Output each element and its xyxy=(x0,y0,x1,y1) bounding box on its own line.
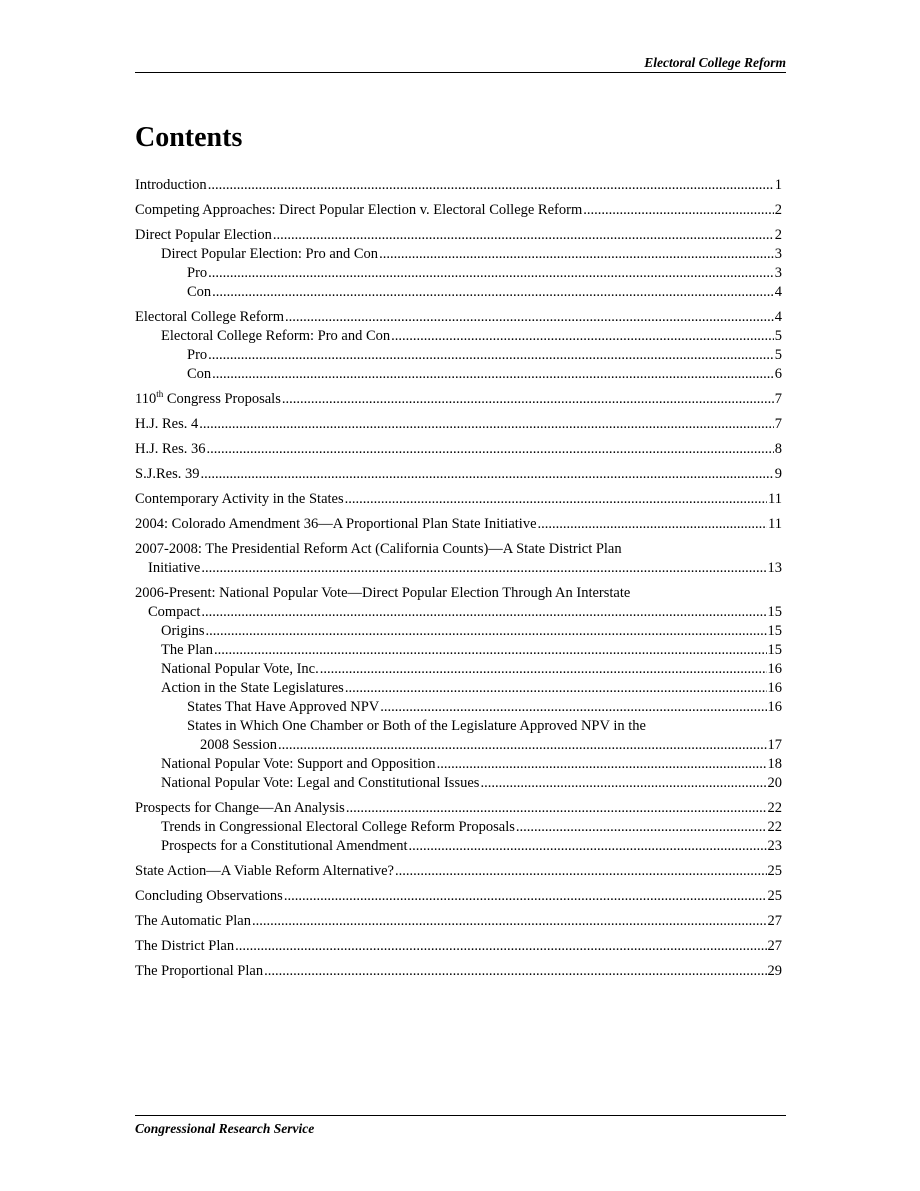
toc-leader-dots xyxy=(206,622,767,641)
toc-entry-label-line2: Initiative xyxy=(148,560,201,576)
toc-entry-trends-congressional-proposals[interactable] xyxy=(135,818,782,837)
toc-page-number: 17 xyxy=(767,737,782,753)
toc-page-number: 7 xyxy=(774,416,782,432)
toc-entry-dpe-pro[interactable] xyxy=(135,264,782,283)
toc-page-number: 6 xyxy=(774,366,782,382)
toc-page-number: 22 xyxy=(767,819,782,835)
toc-entry-label: S.J.Res. 39 xyxy=(135,466,200,482)
toc-entry-states-approved-npv[interactable] xyxy=(135,698,782,717)
toc-entry-label: H.J. Res. 36 xyxy=(135,441,206,457)
toc-page-number: 3 xyxy=(774,246,782,262)
toc-page-number: 16 xyxy=(767,699,782,715)
toc-leader-dots xyxy=(345,679,767,698)
toc-leader-dots xyxy=(201,559,766,578)
toc-entry-label-line2: 2008 Session xyxy=(200,737,277,753)
toc-entry-label: The Automatic Plan xyxy=(135,913,251,929)
toc-entry-label: States That Have Approved NPV xyxy=(187,699,380,715)
toc-entry-hj-res-4[interactable] xyxy=(135,415,782,434)
toc-page-number: 9 xyxy=(774,466,782,482)
toc-entry-dpe-con[interactable] xyxy=(135,283,782,302)
toc-page-number: 5 xyxy=(774,328,782,344)
toc-entry-npv-inc[interactable] xyxy=(135,660,782,679)
toc-entry-states-one-chamber-approved[interactable] xyxy=(135,717,782,755)
toc-leader-dots xyxy=(538,515,768,534)
toc-label-rest: Congress Proposals xyxy=(163,391,281,407)
toc-leader-dots xyxy=(583,201,774,220)
toc-leader-dots xyxy=(199,415,774,434)
toc-page-number: 23 xyxy=(767,838,782,854)
toc-page-number: 5 xyxy=(774,347,782,363)
toc-leader-dots xyxy=(346,799,767,818)
toc-page-number: 27 xyxy=(767,938,782,954)
toc-entry-ecr-pro-and-con[interactable] xyxy=(135,327,782,346)
toc-entry-action-state-legislatures[interactable] xyxy=(135,679,782,698)
toc-entry-label: Competing Approaches: Direct Popular Election v. Electoral College Reform xyxy=(135,202,583,218)
toc-page-number: 16 xyxy=(767,680,782,696)
toc-entry-introduction[interactable] xyxy=(135,176,782,195)
toc-entry-colorado-amendment-36[interactable] xyxy=(135,515,782,534)
toc-leader-dots xyxy=(391,327,774,346)
toc-entry-label: Pro xyxy=(187,347,208,363)
toc-entry-dpe-pro-and-con[interactable] xyxy=(135,245,782,264)
toc-entry-label: National Popular Vote, Inc. xyxy=(161,661,319,677)
toc-page-number: 7 xyxy=(774,391,782,407)
toc-entry-national-popular-vote-compact[interactable] xyxy=(135,584,782,622)
toc-page-number: 1 xyxy=(774,177,782,193)
toc-entry-npv-legal-issues[interactable] xyxy=(135,774,782,793)
toc-entry-label: Direct Popular Election: Pro and Con xyxy=(161,246,379,262)
toc-leader-dots xyxy=(516,818,767,837)
toc-entry-label: 2004: Colorado Amendment 36—A Proportional Plan State Initiative xyxy=(135,516,537,532)
toc-page-number: 11 xyxy=(768,491,782,507)
toc-leader-dots xyxy=(480,774,766,793)
toc-page-number: 11 xyxy=(768,516,782,532)
toc-leader-dots xyxy=(273,226,774,245)
toc-entry-label: Con xyxy=(187,284,212,300)
toc-entry-label: National Popular Vote: Support and Opposition xyxy=(161,756,436,772)
toc-leader-dots xyxy=(208,176,774,195)
toc-leader-dots xyxy=(284,887,767,906)
toc-entry-label-line2: Compact xyxy=(148,604,201,620)
toc-entry-ecr-con[interactable] xyxy=(135,365,782,384)
toc-entry-prospects-for-change[interactable] xyxy=(135,799,782,818)
toc-page-number: 20 xyxy=(767,775,782,791)
toc-entry-label: The District Plan xyxy=(135,938,235,954)
toc-page-number: 18 xyxy=(767,756,782,772)
toc-entry-label: H.J. Res. 4 xyxy=(135,416,199,432)
toc-entry-label-line1: States in Which One Chamber or Both of the Legislature Approved NPV in the xyxy=(187,718,646,734)
toc-leader-dots xyxy=(320,660,767,679)
toc-entry-direct-popular-election[interactable] xyxy=(135,226,782,245)
toc-entry-presidential-reform-act[interactable] xyxy=(135,540,782,578)
toc-entry-contemporary-activity[interactable] xyxy=(135,490,782,509)
toc-page-number: 2 xyxy=(774,202,782,218)
toc-label-ordinal: 110 xyxy=(135,391,157,407)
toc-label-ordinal-suffix: th xyxy=(156,389,164,400)
toc-leader-dots xyxy=(207,440,774,459)
toc-leader-dots xyxy=(252,912,767,931)
toc-page-number: 8 xyxy=(774,441,782,457)
toc-entry-label: Contemporary Activity in the States xyxy=(135,491,344,507)
toc-leader-dots xyxy=(208,346,774,365)
toc-entry-concluding-observations[interactable] xyxy=(135,887,782,906)
toc-entry-label: Prospects for a Constitutional Amendment xyxy=(161,838,408,854)
running-header-title: Electoral College Reform xyxy=(644,55,786,70)
toc-leader-dots xyxy=(235,937,766,956)
toc-leader-dots xyxy=(437,755,767,774)
running-footer xyxy=(135,1115,786,1136)
toc-entry-label: The Proportional Plan xyxy=(135,963,264,979)
toc-leader-dots xyxy=(208,264,774,283)
toc-page-number: 25 xyxy=(767,863,782,879)
toc-entry-competing-approaches[interactable] xyxy=(135,201,782,220)
toc-entry-hj-res-36[interactable] xyxy=(135,440,782,459)
toc-entry-label: National Popular Vote: Legal and Constitutional Issues xyxy=(161,775,480,791)
toc-page-number: 15 xyxy=(767,604,782,620)
toc-entry-ecr-pro[interactable] xyxy=(135,346,782,365)
toc-entry-label: Origins xyxy=(161,623,205,639)
toc-leader-dots xyxy=(264,962,766,981)
running-header xyxy=(135,54,786,73)
running-footer-text: Congressional Research Service xyxy=(135,1121,315,1136)
toc-entry-label: Introduction xyxy=(135,177,207,193)
toc-entry-label: Pro xyxy=(187,265,208,281)
toc-entry-proportional-plan[interactable] xyxy=(135,962,782,981)
toc-entry-label: Electoral College Reform: Pro and Con xyxy=(161,328,391,344)
toc-leader-dots xyxy=(345,490,767,509)
table-of-contents xyxy=(135,176,782,981)
toc-entry-label: The Plan xyxy=(161,642,213,658)
toc-entry-label: Prospects for Change—An Analysis xyxy=(135,800,345,816)
toc-page-number: 22 xyxy=(767,800,782,816)
toc-entry-label: Con xyxy=(187,366,212,382)
toc-entry-label: State Action—A Viable Reform Alternative? xyxy=(135,863,394,879)
toc-page-number: 16 xyxy=(767,661,782,677)
toc-page-number: 15 xyxy=(767,642,782,658)
toc-leader-dots xyxy=(285,308,774,327)
page-title: Contents xyxy=(135,122,243,153)
toc-page-number: 3 xyxy=(774,265,782,281)
toc-page-number: 2 xyxy=(774,227,782,243)
toc-entry-label: Trends in Congressional Electoral College Reform Proposals xyxy=(161,819,515,835)
toc-leader-dots xyxy=(282,390,774,409)
toc-entry-label-line1: 2007-2008: The Presidential Reform Act (California Counts)—A State District Plan xyxy=(135,541,622,557)
toc-leader-dots xyxy=(212,283,774,302)
toc-page-number: 25 xyxy=(767,888,782,904)
toc-page-number: 4 xyxy=(774,309,782,325)
toc-entry-electoral-college-reform[interactable] xyxy=(135,308,782,327)
toc-entry-label-line1: 2006-Present: National Popular Vote—Direct Popular Election Through An Interstate xyxy=(135,585,631,601)
toc-entry-label: Direct Popular Election xyxy=(135,227,272,243)
toc-page-number: 29 xyxy=(767,963,782,979)
toc-leader-dots xyxy=(214,641,767,660)
toc-entry-label: Concluding Observations xyxy=(135,888,283,904)
toc-leader-dots xyxy=(380,698,766,717)
toc-entry-label: Electoral College Reform xyxy=(135,309,284,325)
toc-leader-dots xyxy=(379,245,774,264)
toc-entry-label xyxy=(135,390,281,409)
toc-page-number: 4 xyxy=(774,284,782,300)
toc-entry-origins[interactable] xyxy=(135,622,782,641)
toc-entry-automatic-plan[interactable] xyxy=(135,912,782,931)
toc-page-number: 27 xyxy=(767,913,782,929)
toc-entry-label: Action in the State Legislatures xyxy=(161,680,344,696)
toc-entry-district-plan[interactable] xyxy=(135,937,782,956)
toc-leader-dots xyxy=(201,603,766,622)
toc-leader-dots xyxy=(395,862,767,881)
toc-entry-the-plan[interactable] xyxy=(135,641,782,660)
toc-leader-dots xyxy=(212,365,774,384)
toc-leader-dots xyxy=(200,465,773,484)
toc-page-number: 15 xyxy=(767,623,782,639)
toc-entry-prospects-constitutional-amendment[interactable] xyxy=(135,837,782,856)
toc-entry-sj-res-39[interactable] xyxy=(135,465,782,484)
toc-entry-110th-congress-proposals[interactable] xyxy=(135,390,782,409)
toc-leader-dots xyxy=(408,837,766,856)
toc-page-number: 13 xyxy=(767,560,782,576)
toc-entry-npv-support-opposition[interactable] xyxy=(135,755,782,774)
toc-entry-state-action[interactable] xyxy=(135,862,782,881)
toc-leader-dots xyxy=(278,736,767,755)
